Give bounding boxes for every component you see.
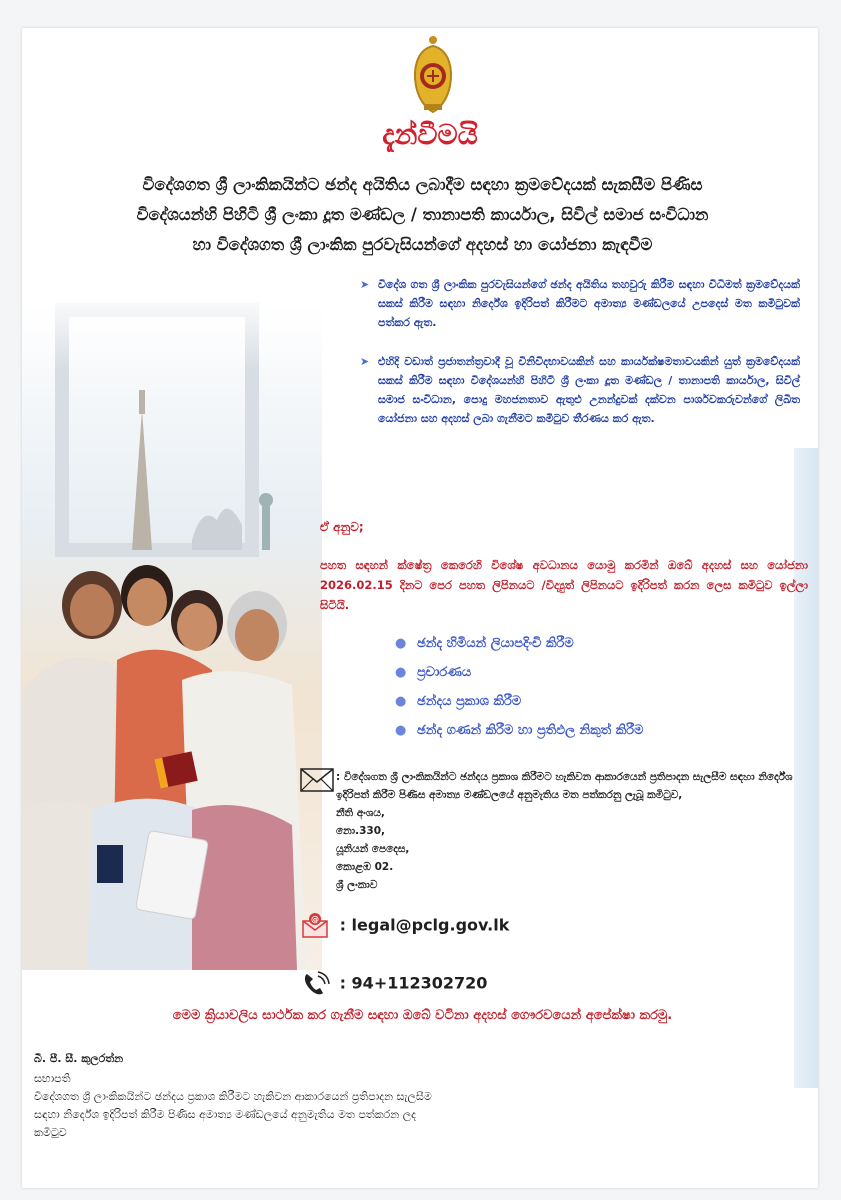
postal-intro: : විදේශගත ශ්‍රී ලාංකිකයින්ට ඡන්දය ප්‍රකාශ කිරීමට හැකිවන ආකාරයෙන් ප්‍රතිපාදන සැලසීම සඳහා නිර්දේශ ඉදිරිපත් කිරීම පිණිස අමාත්‍ය මණ්ඩලයේ අනුමැතිය මත පත්කරනු ලැබූ කමිටුව,	[336, 771, 793, 801]
phone-icon	[300, 970, 330, 998]
email-address: : legal@pclg.gov.lk	[339, 915, 510, 935]
address-line: කොළඹ 02.	[336, 861, 394, 873]
signatory-title: සභාපති	[34, 1072, 71, 1085]
bullet-item	[360, 352, 800, 428]
heading-line: විදේශගත ශ්‍රී ලාංකිකයින්ට ඡන්ද අයිතිය ලබාදීම සඳහා ක්‍රමවේදයක් සැකසීම පිණිස	[142, 175, 703, 194]
topic-item	[395, 694, 644, 723]
family-photo-illustration	[22, 290, 322, 970]
arrow-bullet-icon: ➤	[360, 355, 370, 368]
topic-item	[395, 636, 644, 665]
email-icon	[300, 912, 330, 940]
email-contact	[300, 912, 509, 940]
sri-lanka-emblem-icon	[410, 34, 456, 116]
bullet-item	[360, 275, 800, 332]
heading-line: විදේශයන්හි පිහිටි ශ්‍රී ලංකා දූත මණ්ඩල / තානාපති කාර්යාල, සිවිල් සමාජ සංවිධාන	[136, 205, 709, 224]
topic-text: ඡන්ද ගණන් කිරීම හා ප්‍රතිඵල නිකුත් කිරීම	[417, 723, 644, 738]
signature-block	[34, 1050, 444, 1142]
bullet-list	[360, 275, 800, 448]
signatory-name: බී. පී. සී. කුලරත්න	[34, 1052, 124, 1065]
request-paragraph: පහත සඳහන් ක්ෂේත්‍ර කෙරෙහි විශේෂ අවධානය යොමු කරමින් ඔබේ අදහස් සහ යෝජනා 2026.02.15 දිනට පෙර පහත ලිපිනයට /විද්‍යුත් ලිපිනයට ඉදිරිපත් කරන ලෙස කමිටුව ඉල්ලා සිටියි.	[320, 558, 808, 612]
bullet-text: විදේශ ගත ශ්‍රී ලාංකික පුරවැසියන්ගේ ඡන්ද අයිතිය තහවුරු කිරීම සඳහා විධිමත් ක්‍රමවේදයක් සකස් කිරීම සඳහා නිර්දේශ ඉදිරිපත් කිරීමට අමාත්‍ය මණ්ඩලයේ උපදෙස් මත කමිටුවක් පත්කර ඇත.	[378, 278, 800, 329]
bullet-dot-icon: ●	[395, 694, 407, 709]
notice-title: දැන්වීමයි	[382, 118, 478, 151]
svg-text:@: @	[311, 915, 319, 924]
topics-list	[395, 636, 644, 752]
according-label: ඒ අනුව;	[320, 520, 364, 534]
phone-contact	[300, 970, 487, 998]
topic-text: ඡන්දය ප්‍රකාශ කිරීම	[417, 694, 522, 709]
bullet-dot-icon: ●	[395, 636, 407, 651]
address-line: ශ්‍රී ලංකාව	[336, 879, 378, 891]
notice-heading	[40, 170, 805, 260]
bullet-dot-icon: ●	[395, 723, 407, 738]
phone-number: : 94+112302720	[339, 973, 488, 993]
envelope-icon	[300, 768, 334, 792]
signatory-committee: විදේශගත ශ්‍රී ලාංකිකයින්ට ඡන්දය ප්‍රකාශ කිරීමට හැකිවන ආකාරයෙන් ප්‍රතිපාදන සැලසීම සඳහා නිර්දේශ ඉදිරිපත් කිරීම පිණිස අමාත්‍ය මණ්ඩලයේ අනුමැතිය මත පත්කරන ලද කමිටුව	[34, 1090, 432, 1139]
postal-address	[300, 768, 810, 894]
arrow-bullet-icon: ➤	[360, 278, 370, 291]
topic-text: ප්‍රචාරණය	[417, 665, 472, 680]
heading-line: හා විදේශගත ශ්‍රී ලාංකික පුරවැසියන්ගේ අදහස් හා යෝජනා කැඳවීම	[192, 235, 653, 254]
address-line: යූනියන් පෙදෙස,	[336, 843, 410, 855]
topic-item	[395, 665, 644, 694]
topic-text: ඡන්ද හිමියන් ලියාපදිංචි කිරීම	[417, 636, 574, 651]
address-line: නීති අංශය,	[336, 807, 385, 819]
bullet-text: එහිදි වඩාත් ප්‍රජාතන්ත්‍රවාදී වූ විනිවිදභාවයකින් සහ කාර්යක්ෂමතාවයකින් යුත් ක්‍රමවේදයක් සකස් කිරීම සඳහා විදේශයන්හි පිහිටි ශ්‍රී ලංකා දූත මණ්ඩල / තානාපති කාර්යාල, සිවිල් සමාජ සංවිධාන, පොදු මහජනතාව ඇතුළු උනන්දුවක් දක්වන පාර්ශවකරුවන්ගේ ලිඛිත යෝජනා සහ අදහස් ලබා ගැනීමට කමිටුව තීරණය කර ඇත.	[378, 355, 800, 425]
closing-statement: මෙම ක්‍රියාවලිය සාර්ථක කර ගැනීම සඳහා ඔබේ වටිනා අදහස් ගෞරවයෙන් අපේක්ෂා කරමු.	[172, 1008, 673, 1023]
address-line: නො.330,	[336, 825, 386, 837]
topic-item	[395, 723, 644, 752]
bullet-dot-icon: ●	[395, 665, 407, 680]
